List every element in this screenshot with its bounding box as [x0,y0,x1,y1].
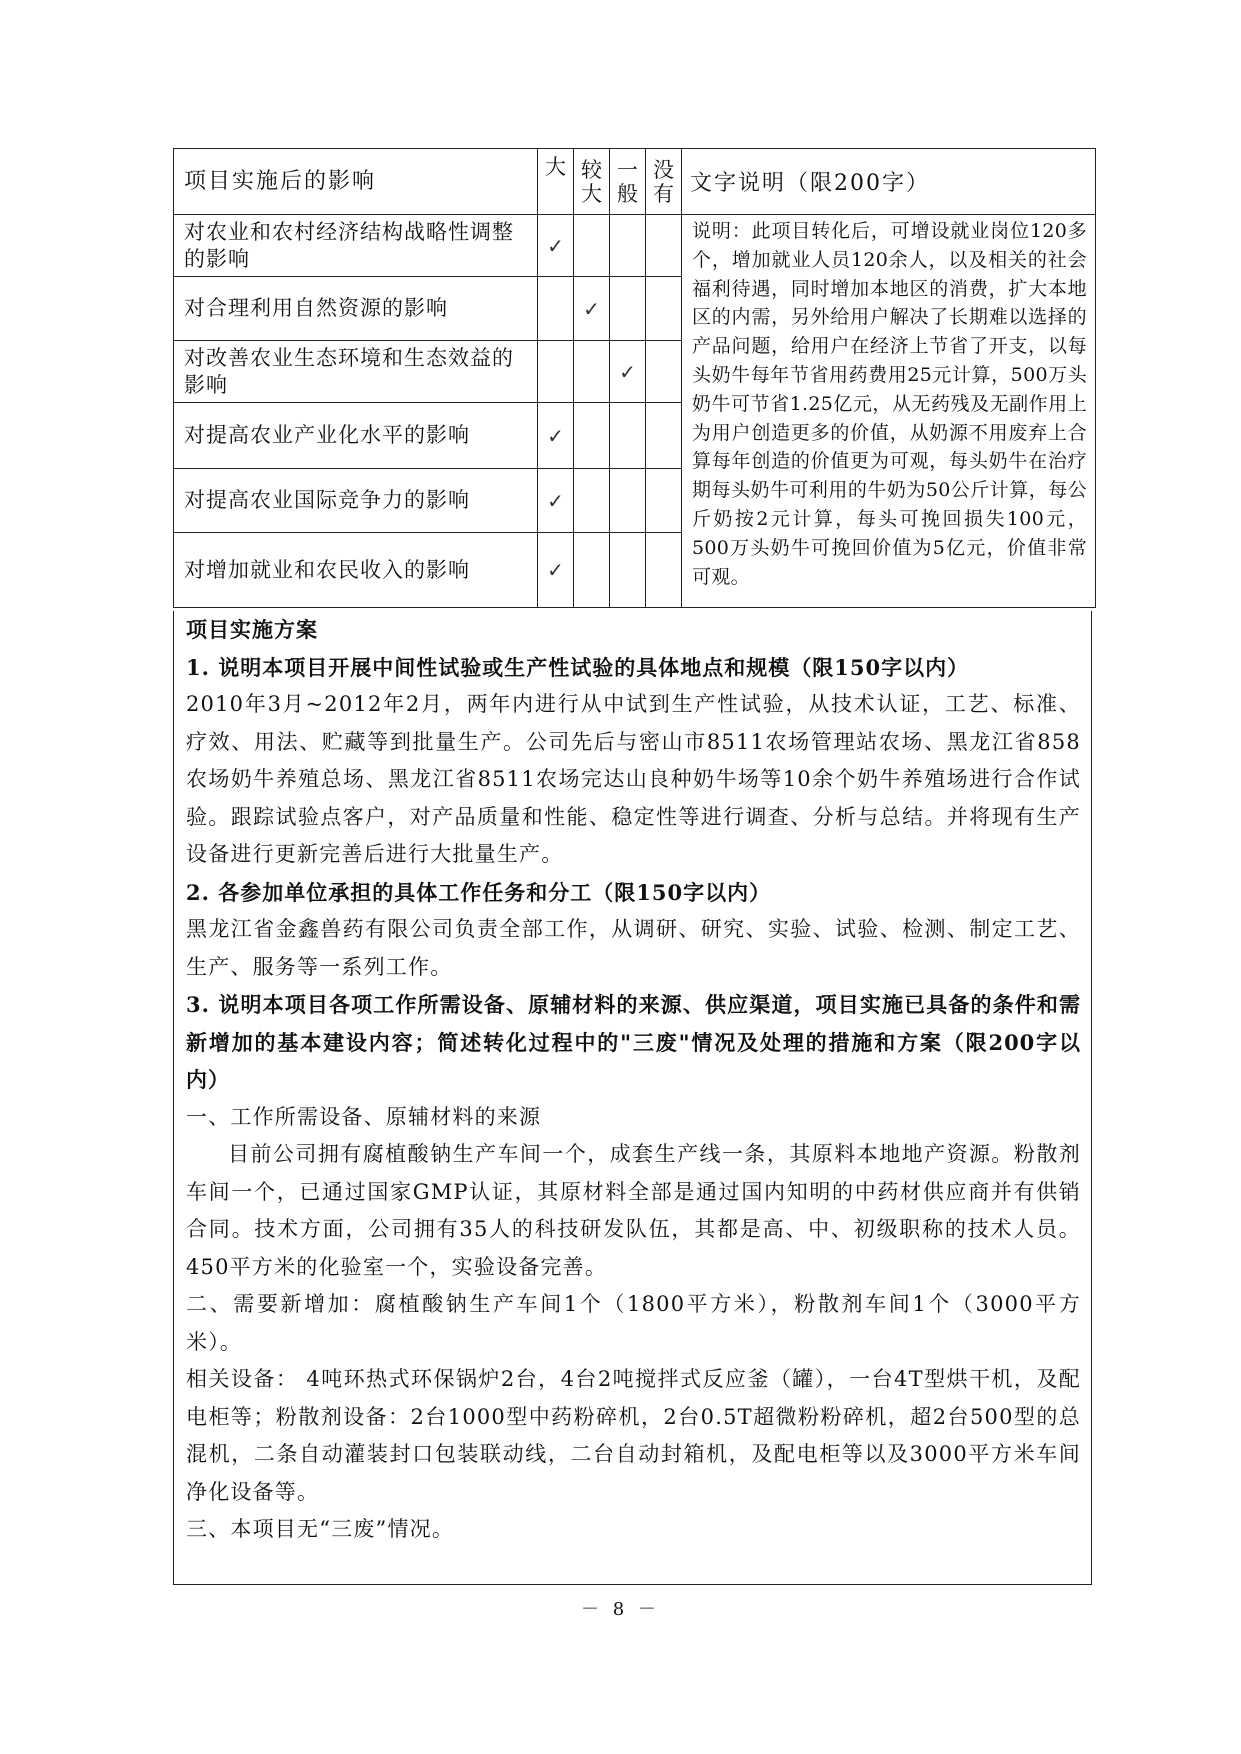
section-3-sub-1: 一、工作所需设备、原辅材料的来源 [186,1104,542,1129]
header-level-none: 没 有 [646,149,682,215]
plan-title: 项目实施方案 [186,617,318,642]
header-level-moderate: 一 般 [610,149,646,215]
row-label: 对提高农业产业化水平的影响 [174,403,538,469]
row-label: 对农业和农村经济结构战略性调整的影响 [174,215,538,277]
row-label: 对合理利用自然资源的影响 [174,277,538,341]
row-label: 对增加就业和农民收入的影响 [174,533,538,608]
check-mark: ✓ [538,215,574,277]
section-3-sub-3: 三、本项目无“三废”情况。 [186,1517,455,1541]
section-3-sub-2: 二、需要新增加：腐植酸钠生产车间1个（1800平方米），粉散剂车间1个（3000平方米）。 [186,1292,1081,1354]
section-1-title: 1. 说明本项目开展中间性试验或生产性试验的具体地点和规模（限150字以内） [186,654,970,680]
header-note: 文字说明（限200字） [682,149,1096,215]
table-header-row [174,149,1096,215]
header-level-fairly-large: 较 大 [574,149,610,215]
section-3-equipment: 相关设备： 4吨环热式环保锅炉2台，4台2吨搅拌式反应釜（罐），一台4T型烘干机，及配电柜等；粉散剂设备：2台1000型中药粉碎机，2台0.5T超微粉粉碎机，超2台500型的总混机，二条自动灌装封口包装联动线，二台自动封箱机，及配电柜等以及3000平方米车间净化设备等。 [186,1367,1081,1504]
page-number: － 8 － [581,1599,660,1620]
row-label: 对提高农业国际竞争力的影响 [174,469,538,533]
check-mark: ✓ [538,403,574,469]
check-mark: ✓ [538,469,574,533]
row-label: 对改善农业生态环境和生态效益的影响 [174,341,538,403]
note-text: 说明：此项目转化后，可增设就业岗位120多个，增加就业人员120余人，以及相关的社会福利待遇，同时增加本地区的消费，扩大本地区的内需，另外给用户解决了长期难以选择的产品问题，给用户在经济上节省了开支，以每头奶牛每年节省用药费用25元计算，500万头奶牛可节省1.25亿元，从无药残及无副作用上为用户创造更多的价值，从奶源不用废弃上合算每年创造的价值更为可观，每头奶牛在治疗期每头奶牛可利用的牛奶为50公斤计算，每公斤奶按2元计算，每头可挽回损失100元，500万头奶牛可挽回价值为5亿元，价值非常可观。 [682,215,1096,608]
impact-table [173,148,1096,608]
section-2-text: 黑龙江省金鑫兽药有限公司负责全部工作，从调研、研究、实验、试验、检测、制定工艺、生产、服务等一系列工作。 [186,917,1081,979]
section-1-text: 2010年3月~2012年2月，两年内进行从中试到生产性试验，从技术认证，工艺、标准、疗效、用法、贮藏等到批量生产。公司先后与密山市8511农场管理站农场、黑龙江省858农场奶牛养殖总场、黑龙江省8511农场完达山良种奶牛场等10余个奶牛养殖场进行合作试验。跟踪试验点客户，对产品质量和性能、稳定性等进行调查、分析与总结。并将现有生产设备进行更新完善后进行大批量生产。 [186,692,1081,866]
check-mark: ✓ [574,277,610,341]
check-mark: ✓ [538,533,574,608]
section-2-title: 2. 各参加单位承担的具体工作任务和分工（限150字以内） [186,879,772,905]
check-mark: ✓ [610,341,646,403]
header-item: 项目实施后的影响 [174,149,538,215]
header-level-large: 大 [538,149,574,215]
section-3-sub-1-text: 目前公司拥有腐植酸钠生产车间一个，成套生产线一条，其原料本地地产资源。粉散剂车间一个，已通过国家GMP认证，其原材料全部是通过国内知明的中药材供应商并有供销合同。技术方面，公司拥有35人的科技研发队伍，其都是高、中、初级职称的技术人员。450平方米的化验室一个，实验设备完善。 [186,1142,1081,1279]
section-3-title: 3. 说明本项目各项工作所需设备、原辅材料的来源、供应渠道，项目实施已具备的条件和需新增加的基本建设内容；简述转化过程中的"三废"情况及处理的措施和方案（限200字以内） [186,992,1081,1092]
table-row [174,215,1096,277]
implementation-plan [173,611,1092,1585]
